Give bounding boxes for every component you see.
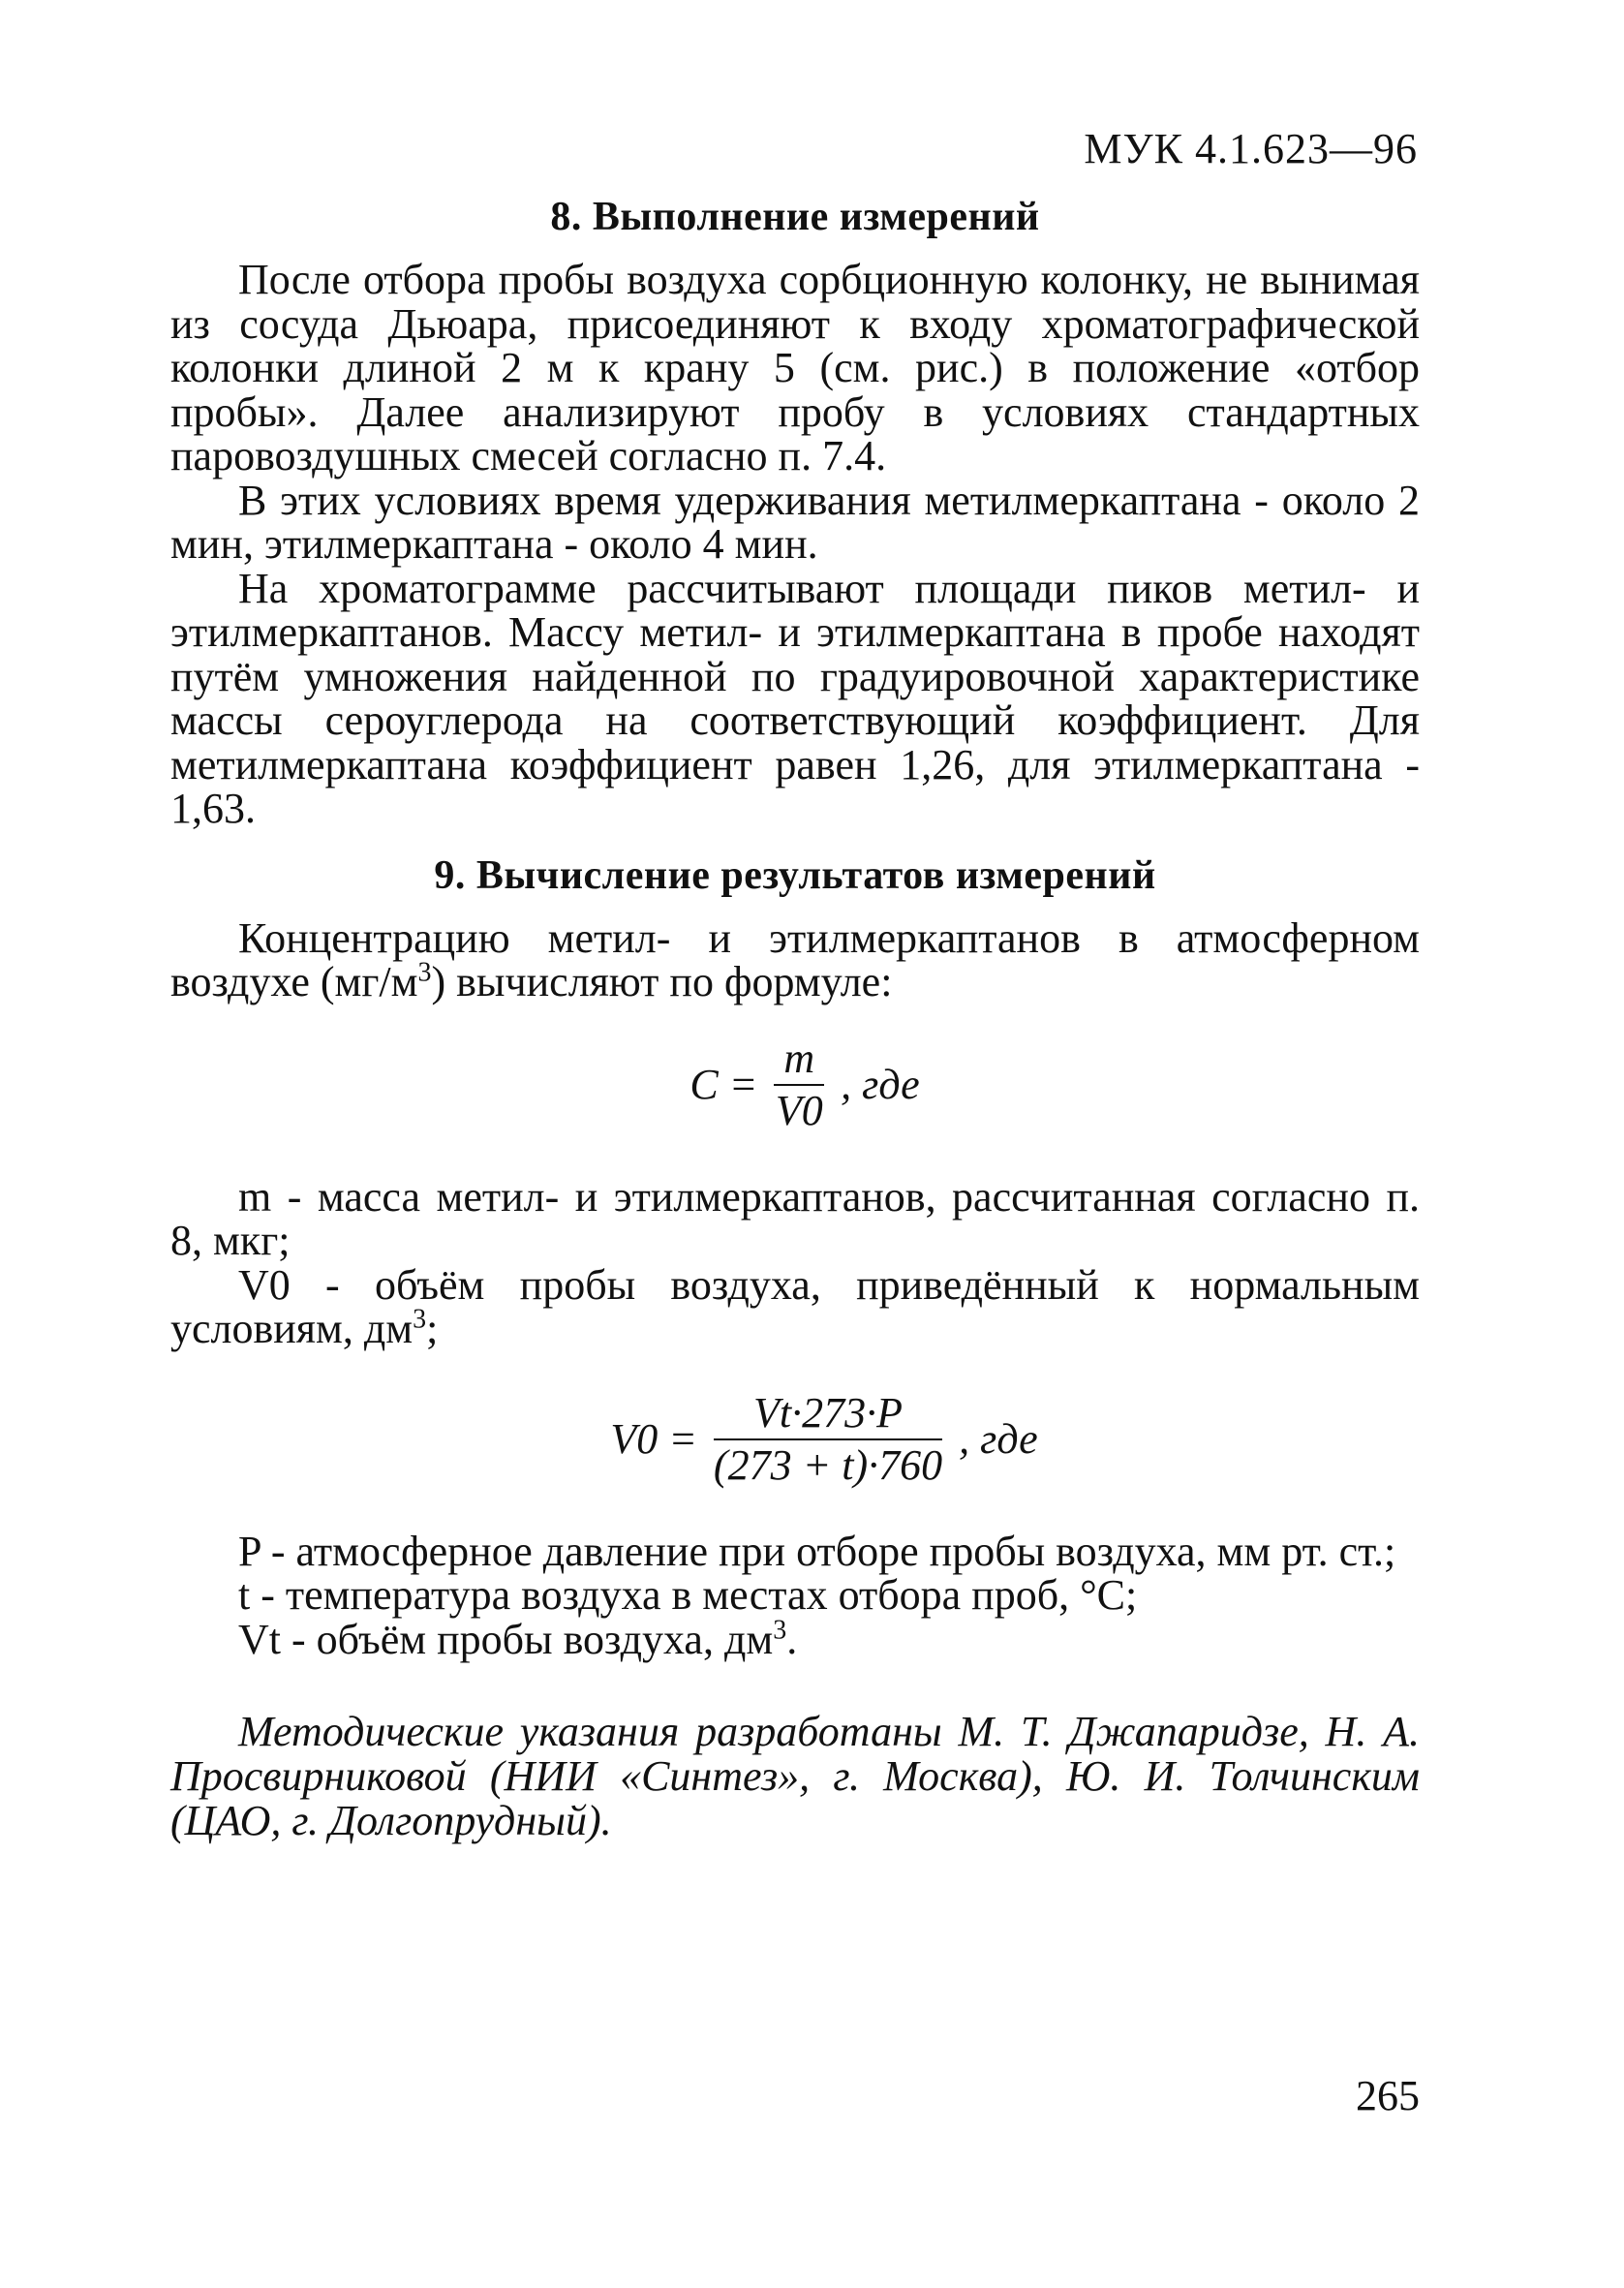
definition-m: m - масса метил- и этилмеркаптанов, рассчитанная согласно п. 8, мкг; — [170, 1172, 1420, 1264]
section-9-intro — [170, 913, 1420, 1005]
intro-superscript: 3 — [417, 957, 432, 988]
section-8-title: 8. Выполнение измерений — [550, 195, 1040, 239]
section-8-paragraph-1: После отбора пробы воздуха сорбционную колонку, не вынимая из сосуда Дьюара, присоединяют к входу хроматографической колонки длиной 2 м к крану 5 (см. рис.) в положение «отбор пробы». Далее анализируют пробу в условиях стандартных паровоздушных смесей согласно п. 7.4. — [170, 256, 1420, 479]
formula-2-fraction — [714, 1388, 942, 1491]
definition-p: P - атмосферное давление при отборе пробы воздуха, мм рт. ст.; — [238, 1527, 1396, 1575]
formula-1-lhs: C = — [689, 1061, 758, 1108]
def-vt-text-b: . — [786, 1615, 798, 1663]
def-v0-superscript: 3 — [413, 1304, 427, 1335]
formula-2-tail: , где — [959, 1415, 1038, 1463]
def-vt-text-a: Vt - объём пробы воздуха, дм — [238, 1615, 774, 1663]
formula-2-denominator: (273 + t)·760 — [713, 1440, 943, 1489]
def-v0-text-a: V0 - объём пробы воздуха, приведённый к нормальным условиям, дм — [170, 1260, 1420, 1352]
def-vt-superscript: 3 — [773, 1614, 787, 1645]
formula-1-numerator: m — [774, 1034, 824, 1086]
section-9-title: 9. Вычисление результатов измерений — [434, 852, 1156, 898]
definition-vt — [170, 1614, 1420, 1663]
definition-t: t - температура воздуха в местах отбора проб, °C; — [238, 1571, 1138, 1619]
formula-concentration — [170, 1034, 1420, 1136]
formula-1-tail: , где — [841, 1061, 920, 1108]
document-code: МУК 4.1.623—96 — [1084, 125, 1418, 172]
def-v0-text-b: ; — [426, 1305, 439, 1352]
formula-2-numerator: Vt·273·P — [714, 1388, 942, 1440]
formula-2-lhs: V0 = — [610, 1415, 697, 1463]
section-8-paragraph-2: В этих условиях время удерживания метилмеркаптана - около 2 мин, этилмеркаптана - около 4 мин. — [170, 476, 1420, 568]
intro-text-b: ) вычисляют по формуле: — [431, 958, 893, 1005]
main-content — [170, 194, 1420, 1843]
authors-credits: Методические указания разработаны М. Т. Джапаридзе, Н. А. Просвирниковой (НИИ «Синтез», г. Москва), Ю. И. Толчинским (ЦАО, г. Долгопрудный). — [170, 1708, 1420, 1844]
section-8-paragraph-3: На хроматограмме рассчитывают площади пиков метил- и этилмеркаптанов. Массу метил- и этилмеркаптана в пробе находят путём умножения найденной по градуировочной характеристике массы сероуглерода на соответствующий коэффициент. Для метилмеркаптана коэффициент равен 1,26, для этилмеркаптана - 1,63. — [170, 564, 1420, 832]
formula-1-denominator: V0 — [775, 1086, 823, 1134]
page-number: 265 — [1356, 2072, 1420, 2119]
formula-1-fraction — [774, 1034, 824, 1136]
definition-v0 — [170, 1260, 1420, 1352]
formula-normalized-volume — [170, 1388, 1420, 1491]
intro-text-a: Концентрацию метил- и этилмеркаптанов в атмосферном воздухе (мг/м — [170, 913, 1420, 1005]
